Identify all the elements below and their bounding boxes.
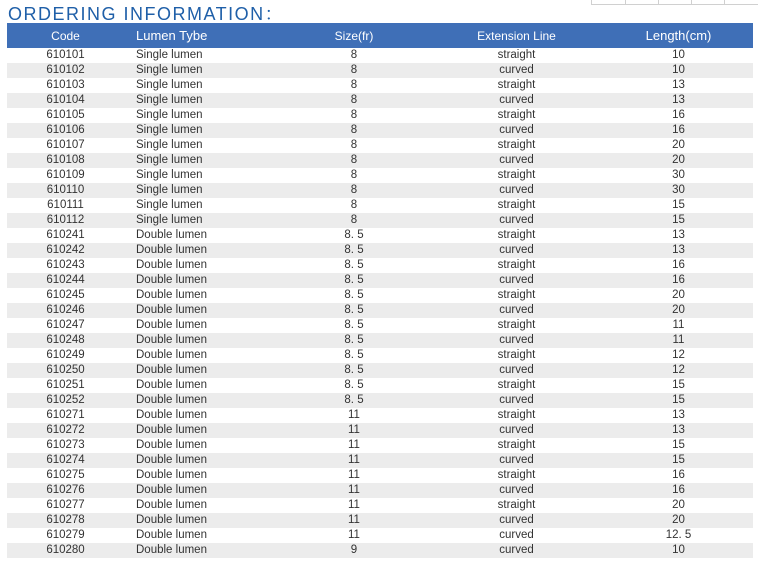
table-row bbox=[7, 303, 753, 318]
cell-extension-line: curved bbox=[499, 454, 534, 466]
cell-length: 20 bbox=[672, 154, 685, 166]
cell-size: 8 bbox=[350, 154, 358, 166]
cell-length: 20 bbox=[672, 139, 685, 151]
cell-lumen-type: Double lumen bbox=[136, 499, 207, 511]
cell-extension-line: straight bbox=[497, 199, 536, 211]
table-row bbox=[7, 93, 753, 108]
cell-size: 11 bbox=[348, 439, 360, 451]
table-row bbox=[7, 183, 753, 198]
cell-lumen-type: Double lumen bbox=[136, 454, 207, 466]
cell-lumen-type: Double lumen bbox=[136, 469, 207, 481]
cell-extension-line: curved bbox=[499, 64, 534, 76]
cell-length: 11 bbox=[672, 334, 685, 346]
table-row bbox=[7, 363, 753, 378]
cell-extension-line: curved bbox=[499, 184, 534, 196]
cell-length: 20 bbox=[672, 289, 685, 301]
cell-extension-line: curved bbox=[499, 424, 534, 436]
cell-size: 8 bbox=[350, 199, 358, 211]
cell-extension-line: straight bbox=[497, 289, 536, 301]
cell-length: 13 bbox=[672, 424, 685, 436]
cell-size: 11 bbox=[348, 514, 360, 526]
table-row bbox=[7, 108, 753, 123]
cell-lumen-type: Single lumen bbox=[136, 94, 203, 106]
cell-extension-line: straight bbox=[497, 469, 536, 481]
cell-code: 610274 bbox=[46, 454, 85, 466]
cell-code: 610275 bbox=[46, 469, 85, 481]
cell-code: 610108 bbox=[46, 154, 85, 166]
cell-lumen-type: Double lumen bbox=[136, 424, 207, 436]
cell-length: 10 bbox=[672, 544, 685, 556]
cell-lumen-type: Double lumen bbox=[136, 274, 207, 286]
cell-code: 610276 bbox=[46, 484, 85, 496]
cell-extension-line: straight bbox=[497, 139, 536, 151]
cell-code: 610251 bbox=[46, 379, 85, 391]
cell-extension-line: curved bbox=[499, 274, 534, 286]
cell-lumen-type: Double lumen bbox=[136, 244, 207, 256]
cell-lumen-type: Single lumen bbox=[136, 199, 203, 211]
cell-length: 12. 5 bbox=[665, 529, 692, 541]
cell-length: 15 bbox=[672, 214, 685, 226]
table-row bbox=[7, 78, 753, 93]
table-row bbox=[7, 348, 753, 363]
cell-code: 610107 bbox=[46, 139, 85, 151]
table-row bbox=[7, 243, 753, 258]
cell-lumen-type: Double lumen bbox=[136, 229, 207, 241]
cell-code: 610244 bbox=[46, 274, 85, 286]
cell-length: 11 bbox=[672, 319, 685, 331]
cell-lumen-type: Double lumen bbox=[136, 544, 207, 556]
cell-size: 8 bbox=[350, 139, 358, 151]
cell-size: 11 bbox=[348, 469, 360, 481]
cell-extension-line: curved bbox=[499, 244, 534, 256]
page-title: ORDERING INFORMATION： bbox=[8, 4, 285, 24]
cell-length: 16 bbox=[672, 274, 685, 286]
cell-length: 16 bbox=[672, 109, 685, 121]
cell-extension-line: straight bbox=[497, 229, 536, 241]
cell-code: 610277 bbox=[46, 499, 85, 511]
cell-size: 8 bbox=[350, 169, 358, 181]
table-row bbox=[7, 438, 753, 453]
cell-code: 610271 bbox=[46, 409, 85, 421]
cell-extension-line: curved bbox=[499, 514, 534, 526]
cell-size: 8 bbox=[350, 214, 358, 226]
cell-extension-line: straight bbox=[497, 379, 536, 391]
cell-lumen-type: Double lumen bbox=[136, 439, 207, 451]
cell-size: 11 bbox=[348, 454, 360, 466]
header-extension-line: Extension Line bbox=[477, 28, 556, 43]
cell-size: 8. 5 bbox=[344, 319, 364, 331]
cell-length: 16 bbox=[672, 469, 685, 481]
cell-lumen-type: Double lumen bbox=[136, 289, 207, 301]
cell-extension-line: straight bbox=[497, 319, 536, 331]
table-row bbox=[7, 213, 753, 228]
cell-extension-line: straight bbox=[497, 169, 536, 181]
cell-code: 610242 bbox=[46, 244, 85, 256]
cell-extension-line: straight bbox=[497, 49, 536, 61]
cell-length: 16 bbox=[672, 124, 685, 136]
table-row bbox=[7, 288, 753, 303]
cell-extension-line: straight bbox=[497, 499, 536, 511]
cell-code: 610109 bbox=[46, 169, 85, 181]
cell-size: 8 bbox=[350, 49, 358, 61]
cell-code: 610246 bbox=[46, 304, 85, 316]
cell-size: 8. 5 bbox=[344, 244, 364, 256]
grid-line bbox=[658, 0, 659, 4]
cell-extension-line: curved bbox=[499, 394, 534, 406]
table-row bbox=[7, 153, 753, 168]
cell-size: 9 bbox=[350, 544, 358, 556]
cell-code: 610279 bbox=[46, 529, 85, 541]
table-row bbox=[7, 393, 753, 408]
cell-lumen-type: Single lumen bbox=[136, 139, 203, 151]
cell-size: 8. 5 bbox=[344, 364, 364, 376]
cell-lumen-type: Double lumen bbox=[136, 304, 207, 316]
table-row bbox=[7, 228, 753, 243]
cell-extension-line: straight bbox=[497, 439, 536, 451]
cell-length: 15 bbox=[672, 454, 685, 466]
cell-size: 8 bbox=[350, 184, 358, 196]
header-lumen-type: Lumen Tybe bbox=[136, 28, 208, 43]
cell-extension-line: curved bbox=[499, 304, 534, 316]
cell-code: 610273 bbox=[46, 439, 85, 451]
table-row bbox=[7, 168, 753, 183]
table-row bbox=[7, 63, 753, 78]
cell-size: 8 bbox=[350, 109, 358, 121]
cell-extension-line: straight bbox=[497, 259, 536, 271]
cell-length: 20 bbox=[672, 514, 685, 526]
cell-length: 13 bbox=[672, 409, 685, 421]
cell-extension-line: curved bbox=[499, 334, 534, 346]
cell-size: 8. 5 bbox=[344, 379, 364, 391]
cell-code: 610252 bbox=[46, 394, 85, 406]
table-row bbox=[7, 543, 753, 558]
cell-lumen-type: Double lumen bbox=[136, 409, 207, 421]
cell-size: 8 bbox=[350, 94, 358, 106]
cell-size: 8. 5 bbox=[344, 289, 364, 301]
grid-line bbox=[691, 0, 692, 4]
table-row bbox=[7, 198, 753, 213]
cell-lumen-type: Single lumen bbox=[136, 169, 203, 181]
cell-size: 8. 5 bbox=[344, 334, 364, 346]
table-row bbox=[7, 468, 753, 483]
cell-code: 610103 bbox=[46, 79, 85, 91]
cell-code: 610278 bbox=[46, 514, 85, 526]
cell-lumen-type: Double lumen bbox=[136, 484, 207, 496]
cell-size: 8. 5 bbox=[344, 274, 364, 286]
table-row bbox=[7, 423, 753, 438]
table-row bbox=[7, 513, 753, 528]
table-row bbox=[7, 138, 753, 153]
cell-length: 20 bbox=[672, 499, 685, 511]
cell-size: 8. 5 bbox=[344, 259, 364, 271]
table-row bbox=[7, 333, 753, 348]
cell-length: 12 bbox=[672, 364, 685, 376]
cell-extension-line: curved bbox=[499, 214, 534, 226]
cell-length: 15 bbox=[672, 439, 685, 451]
header-length: Length(cm) bbox=[645, 28, 712, 43]
cell-lumen-type: Single lumen bbox=[136, 109, 203, 121]
table-row bbox=[7, 408, 753, 423]
table-row bbox=[7, 498, 753, 513]
cell-extension-line: curved bbox=[499, 544, 534, 556]
cell-lumen-type: Single lumen bbox=[136, 154, 203, 166]
table-row bbox=[7, 378, 753, 393]
header-code: Code bbox=[51, 28, 80, 43]
table-row bbox=[7, 273, 753, 288]
cell-size: 8. 5 bbox=[344, 394, 364, 406]
table-header-row bbox=[7, 23, 753, 48]
cell-lumen-type: Double lumen bbox=[136, 319, 207, 331]
cell-code: 610249 bbox=[46, 349, 85, 361]
cell-size: 8. 5 bbox=[344, 304, 364, 316]
cell-length: 15 bbox=[672, 379, 685, 391]
cell-extension-line: curved bbox=[499, 124, 534, 136]
table-body bbox=[7, 48, 753, 558]
cell-lumen-type: Double lumen bbox=[136, 394, 207, 406]
cell-size: 11 bbox=[348, 409, 360, 421]
cell-size: 8 bbox=[350, 64, 358, 76]
cell-lumen-type: Single lumen bbox=[136, 49, 203, 61]
cell-extension-line: curved bbox=[499, 529, 534, 541]
cell-lumen-type: Double lumen bbox=[136, 364, 207, 376]
cell-code: 610243 bbox=[46, 259, 85, 271]
cell-lumen-type: Double lumen bbox=[136, 259, 207, 271]
cell-extension-line: straight bbox=[497, 349, 536, 361]
cell-size: 11 bbox=[348, 484, 360, 496]
cell-size: 8 bbox=[350, 124, 358, 136]
cell-lumen-type: Single lumen bbox=[136, 64, 203, 76]
cell-lumen-type: Single lumen bbox=[136, 79, 203, 91]
cell-extension-line: straight bbox=[497, 409, 536, 421]
cell-code: 610104 bbox=[46, 94, 85, 106]
cell-extension-line: straight bbox=[497, 109, 536, 121]
cell-extension-line: curved bbox=[499, 154, 534, 166]
cell-length: 13 bbox=[672, 94, 685, 106]
cell-length: 16 bbox=[672, 259, 685, 271]
cell-code: 610112 bbox=[46, 214, 85, 226]
cell-size: 11 bbox=[348, 499, 360, 511]
cell-length: 13 bbox=[672, 229, 685, 241]
table-row bbox=[7, 318, 753, 333]
cell-lumen-type: Double lumen bbox=[136, 529, 207, 541]
cell-length: 20 bbox=[672, 304, 685, 316]
cell-code: 610247 bbox=[46, 319, 85, 331]
cell-code: 610101 bbox=[46, 49, 85, 61]
cell-length: 15 bbox=[672, 394, 685, 406]
cell-code: 610106 bbox=[46, 124, 85, 136]
table-row bbox=[7, 453, 753, 468]
cell-lumen-type: Single lumen bbox=[136, 214, 203, 226]
cell-size: 8 bbox=[350, 79, 358, 91]
cell-code: 610110 bbox=[46, 184, 85, 196]
table-row bbox=[7, 48, 753, 63]
cell-code: 610245 bbox=[46, 289, 85, 301]
cell-size: 8. 5 bbox=[344, 349, 364, 361]
cell-code: 610280 bbox=[46, 544, 85, 556]
corner-grid-fragment bbox=[591, 0, 758, 5]
cell-extension-line: straight bbox=[497, 79, 536, 91]
cell-length: 16 bbox=[672, 484, 685, 496]
cell-extension-line: curved bbox=[499, 484, 534, 496]
header-size: Size(fr) bbox=[334, 28, 374, 43]
cell-size: 11 bbox=[348, 424, 360, 436]
grid-line bbox=[625, 0, 626, 4]
ordering-table bbox=[7, 23, 753, 558]
cell-lumen-type: Single lumen bbox=[136, 124, 203, 136]
cell-code: 610241 bbox=[46, 229, 85, 241]
cell-lumen-type: Double lumen bbox=[136, 379, 207, 391]
cell-length: 30 bbox=[672, 169, 685, 181]
cell-code: 610102 bbox=[46, 64, 85, 76]
cell-extension-line: curved bbox=[499, 94, 534, 106]
table-row bbox=[7, 528, 753, 543]
cell-lumen-type: Double lumen bbox=[136, 349, 207, 361]
cell-length: 10 bbox=[672, 49, 685, 61]
cell-size: 11 bbox=[348, 529, 360, 541]
cell-size: 8. 5 bbox=[344, 229, 364, 241]
table-row bbox=[7, 123, 753, 138]
cell-code: 610111 bbox=[47, 199, 84, 211]
cell-length: 13 bbox=[672, 79, 685, 91]
cell-length: 13 bbox=[672, 244, 685, 256]
table-row bbox=[7, 258, 753, 273]
cell-length: 30 bbox=[672, 184, 685, 196]
cell-length: 15 bbox=[672, 199, 685, 211]
cell-length: 10 bbox=[672, 64, 685, 76]
grid-line bbox=[724, 0, 725, 4]
cell-lumen-type: Single lumen bbox=[136, 184, 203, 196]
cell-length: 12 bbox=[672, 349, 685, 361]
cell-lumen-type: Double lumen bbox=[136, 334, 207, 346]
cell-lumen-type: Double lumen bbox=[136, 514, 207, 526]
cell-code: 610250 bbox=[46, 364, 85, 376]
cell-code: 610272 bbox=[46, 424, 85, 436]
cell-extension-line: curved bbox=[499, 364, 534, 376]
table-row bbox=[7, 483, 753, 498]
cell-code: 610105 bbox=[46, 109, 85, 121]
cell-code: 610248 bbox=[46, 334, 85, 346]
